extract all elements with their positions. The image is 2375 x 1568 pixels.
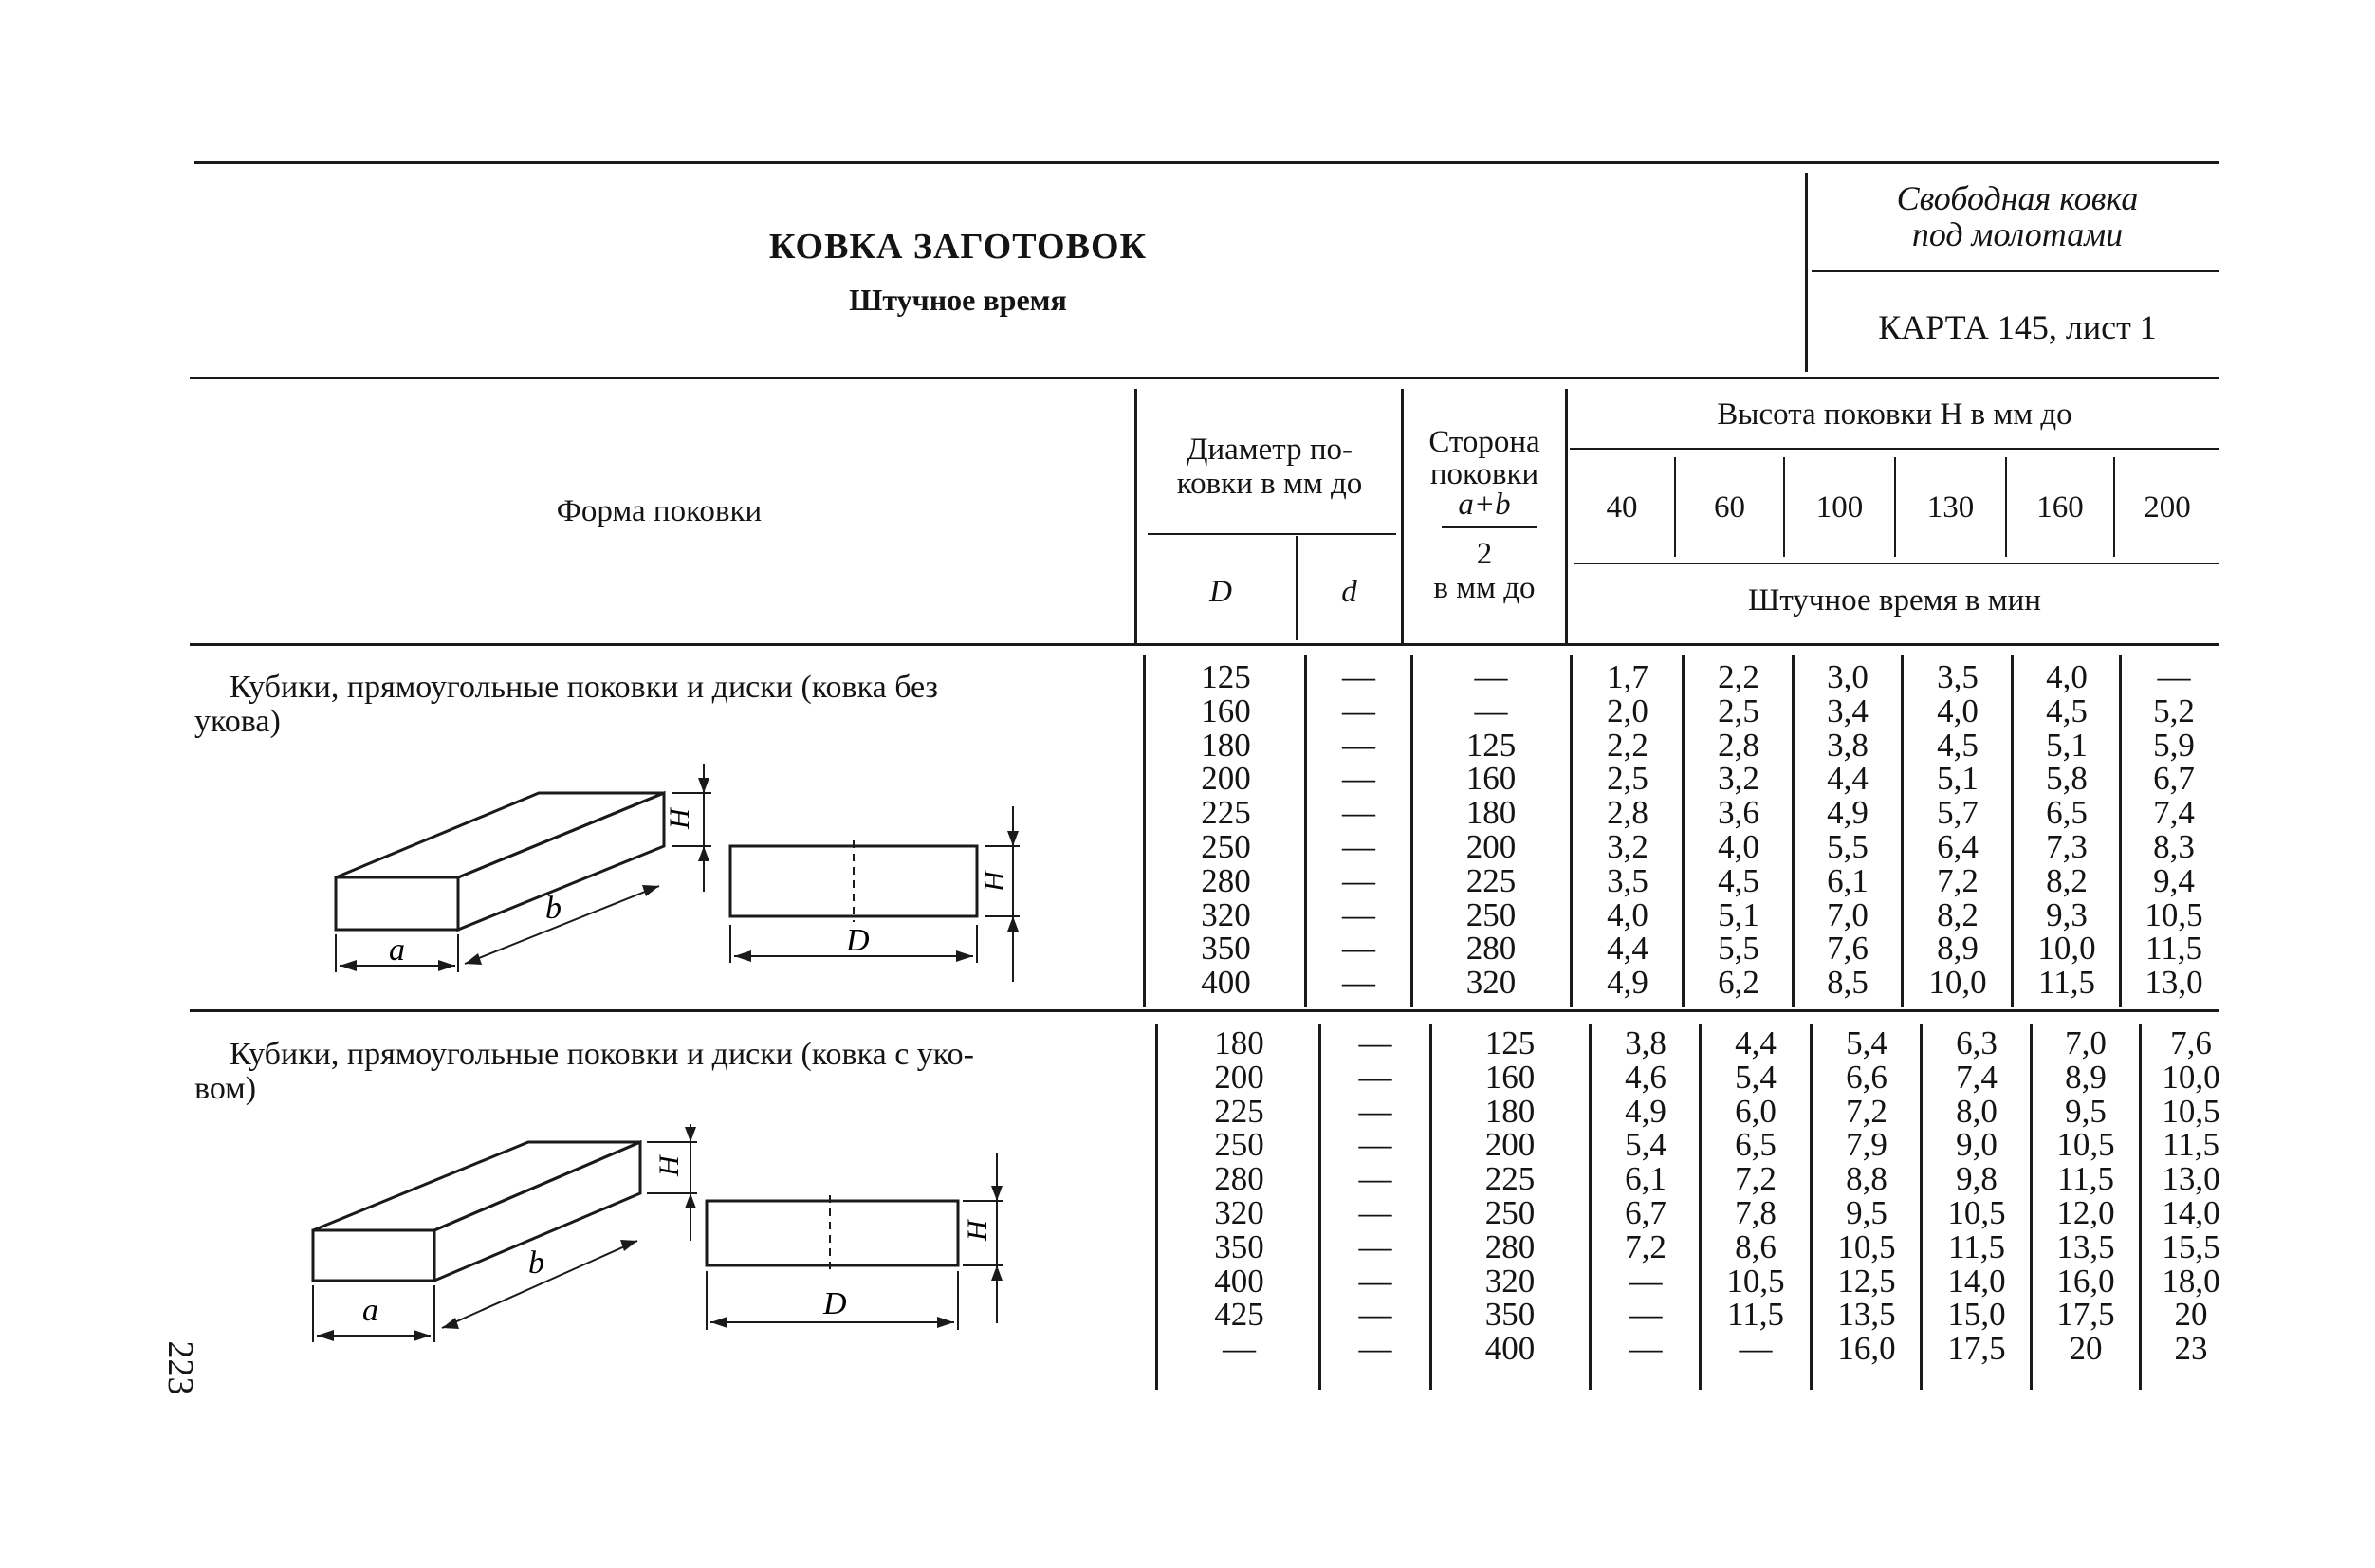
table-cell: 250 <box>1465 895 1517 933</box>
s2-col-h40 <box>1593 1026 1698 1366</box>
table-cell: 11,5 <box>2057 1160 2114 1198</box>
table-cell: — <box>1223 1330 1256 1368</box>
table-cell: 3,6 <box>1718 794 1759 832</box>
s1-col-h160 <box>2016 660 2118 1000</box>
table-cell: 3,8 <box>1827 726 1869 764</box>
s1-vline-4 <box>1570 655 1573 1007</box>
header-side-formula-num: a+b <box>1458 488 1511 522</box>
table-cell: 4,4 <box>1735 1024 1777 1061</box>
s2-vline-7 <box>1920 1024 1923 1390</box>
table-cell: 125 <box>1201 658 1251 695</box>
table-cell: 2,5 <box>1607 760 1648 798</box>
table-cell: 6,7 <box>1625 1193 1666 1231</box>
table-cell: 320 <box>1214 1193 1264 1231</box>
table-cell: 5,1 <box>1718 895 1759 933</box>
title-divider <box>1805 173 1808 372</box>
table-cell: 10,0 <box>2162 1058 2220 1096</box>
table-cell: 8,2 <box>1937 895 1979 933</box>
table-cell: 6,3 <box>1956 1024 1998 1061</box>
table-cell: — <box>1342 861 1375 899</box>
table-cell: 7,9 <box>1846 1126 1887 1164</box>
header-time: Штучное время в мин <box>1748 583 2041 618</box>
s1-vline-8 <box>2011 655 2014 1007</box>
table-cell: — <box>1474 658 1508 695</box>
table-cell: 250 <box>1201 827 1251 865</box>
table-cell: 5,5 <box>1718 930 1759 968</box>
table-cell: 7,4 <box>2153 794 2195 832</box>
table-cell: 4,0 <box>1718 827 1759 865</box>
time-subrule <box>1574 563 2219 564</box>
section1-diagram <box>322 749 1081 996</box>
height-subrule <box>1570 448 2219 450</box>
s2-vline-6 <box>1810 1024 1813 1390</box>
height-200: 200 <box>2144 490 2191 525</box>
table-cell: 7,6 <box>2170 1024 2212 1061</box>
s2-col-D <box>1160 1026 1318 1366</box>
table-cell: 4,0 <box>1937 692 1979 729</box>
table-cell: 350 <box>1201 930 1251 968</box>
title-bottom-rule <box>190 377 2219 379</box>
table-cell: 6,7 <box>2153 760 2195 798</box>
table-cell: 4,9 <box>1827 794 1869 832</box>
table-cell: 6,4 <box>1937 827 1979 865</box>
header-side-formula-den: 2 <box>1476 537 1493 571</box>
table-cell: 250 <box>1214 1126 1264 1164</box>
table-cell: 12,0 <box>2056 1193 2115 1231</box>
table-cell: — <box>1342 827 1375 865</box>
section2-description-line2: вом) <box>194 1071 257 1106</box>
table-cell: 160 <box>1465 760 1517 798</box>
table-cell: 9,5 <box>1846 1193 1887 1231</box>
table-cell: 320 <box>1465 964 1517 1002</box>
table-cell: 350 <box>1484 1296 1536 1334</box>
table-cell: — <box>1358 1160 1392 1198</box>
table-cell: 4,9 <box>1625 1092 1666 1130</box>
s1-col-d <box>1309 660 1408 1000</box>
page-number: 223 <box>160 1340 200 1395</box>
table-cell: 8,0 <box>1956 1092 1998 1130</box>
table-cell: 2,5 <box>1718 692 1759 729</box>
table-cell: 12,5 <box>1837 1262 1896 1300</box>
table-cell: 9,8 <box>1956 1160 1998 1198</box>
table-cell: 200 <box>1465 827 1517 865</box>
table-cell: 2,8 <box>1607 794 1648 832</box>
table-cell: 17,5 <box>1947 1330 2006 1368</box>
s2-col-h60 <box>1703 1026 1808 1366</box>
table-cell: 17,5 <box>2056 1296 2115 1334</box>
s1-col-h60 <box>1686 660 1791 1000</box>
table-cell: 6,0 <box>1735 1092 1777 1130</box>
category-rule <box>1812 270 2219 272</box>
table-cell: 8,6 <box>1735 1227 1777 1265</box>
table-cell: — <box>1358 1092 1392 1130</box>
table-cell: 125 <box>1484 1024 1536 1061</box>
table-cell: — <box>1739 1330 1773 1368</box>
table-cell: 4,4 <box>1827 760 1869 798</box>
s1-col-side <box>1415 660 1567 1000</box>
hdr-vline-D-d <box>1296 536 1298 640</box>
table-cell: — <box>1358 1262 1392 1300</box>
header-D: D <box>1209 575 1232 609</box>
s1-vline-6 <box>1792 655 1795 1007</box>
hdr-vline-1 <box>1134 389 1137 643</box>
s1-col-h100 <box>1796 660 1899 1000</box>
s2-vline-1 <box>1155 1024 1158 1390</box>
table-cell: 5,8 <box>2046 760 2088 798</box>
section1-description-line1: Кубики, прямоугольные поковки и диски (ковка без <box>230 670 938 705</box>
table-cell: 7,2 <box>1625 1227 1666 1265</box>
label-H-box: H <box>654 1155 685 1176</box>
s1-vline-2 <box>1304 655 1307 1007</box>
table-cell: 11,5 <box>2163 1126 2219 1164</box>
box-front-face <box>336 877 458 930</box>
table-cell: 8,3 <box>2153 827 2195 865</box>
label-b: b <box>545 891 562 926</box>
category-line2: под молотами <box>1911 215 2124 253</box>
page-title: КОВКА ЗАГОТОВОК <box>768 227 1148 267</box>
table-cell: 400 <box>1201 964 1251 1002</box>
s2-vline-2 <box>1318 1024 1321 1390</box>
table-cell: 13,5 <box>2056 1227 2115 1265</box>
table-cell: 10,0 <box>2037 930 2096 968</box>
height-130: 130 <box>1926 490 1975 525</box>
table-cell: — <box>1342 726 1375 764</box>
table-cell: 4,5 <box>1718 861 1759 899</box>
table-cell: — <box>1342 895 1375 933</box>
table-cell: 20 <box>2174 1296 2208 1334</box>
page-subtitle: Штучное время <box>849 283 1067 317</box>
table-cell: 7,2 <box>1735 1160 1777 1198</box>
table-cell: 2,2 <box>1718 658 1759 695</box>
s1-vline-9 <box>2119 655 2122 1007</box>
table-cell: 10,5 <box>1726 1262 1785 1300</box>
s1-vline-3 <box>1410 655 1413 1007</box>
table-cell: 4,0 <box>1607 895 1648 933</box>
table-cell: — <box>1629 1330 1663 1368</box>
table-cell: — <box>1358 1227 1392 1265</box>
table-cell: 5,4 <box>1846 1024 1887 1061</box>
table-cell: 425 <box>1214 1296 1264 1334</box>
s2-vline-9 <box>2139 1024 2142 1390</box>
header-side-line2: поковки <box>1429 457 1539 491</box>
table-cell: 7,2 <box>1846 1092 1887 1130</box>
label-a: a <box>362 1293 378 1328</box>
table-cell: 6,1 <box>1625 1160 1666 1198</box>
table-cell: — <box>1342 964 1375 1002</box>
table-cell: — <box>1342 930 1375 968</box>
table-cell: 8,2 <box>2046 861 2088 899</box>
table-cell: 9,3 <box>2046 895 2088 933</box>
header-diameter-line1: Диаметр по- <box>1186 433 1353 467</box>
table-cell: 2,2 <box>1607 726 1648 764</box>
height-100: 100 <box>1815 490 1864 525</box>
table-cell: 9,5 <box>2065 1092 2107 1130</box>
header-side-line1: Сторона <box>1428 425 1540 459</box>
table-cell: 160 <box>1201 692 1251 729</box>
table-cell: 125 <box>1465 726 1517 764</box>
table-cell: 6,5 <box>1735 1126 1777 1164</box>
table-cell: — <box>1342 794 1375 832</box>
table-cell: 7,0 <box>2065 1024 2107 1061</box>
section-divider <box>190 1009 2219 1012</box>
table-cell: 10,0 <box>1928 964 1987 1002</box>
table-cell: 3,5 <box>1607 861 1648 899</box>
table-cell: 5,1 <box>2046 726 2088 764</box>
table-cell: 6,5 <box>2046 794 2088 832</box>
s1-col-h130 <box>1906 660 2010 1000</box>
table-cell: 200 <box>1201 760 1251 798</box>
label-a: a <box>389 932 405 968</box>
s2-col-h100 <box>1814 1026 1919 1366</box>
table-cell: 14,0 <box>2162 1193 2220 1231</box>
table-cell: 8,8 <box>1846 1160 1887 1198</box>
s1-vline-7 <box>1901 655 1904 1007</box>
table-cell: — <box>1358 1330 1392 1368</box>
table-cell: 16,0 <box>2056 1262 2115 1300</box>
table-cell: 280 <box>1484 1227 1536 1265</box>
table-cell: 6,1 <box>1827 861 1869 899</box>
table-cell: 180 <box>1484 1092 1536 1130</box>
table-cell: 10,5 <box>1837 1227 1896 1265</box>
table-cell: 280 <box>1465 930 1517 968</box>
table-cell: 11,5 <box>2038 964 2095 1002</box>
table-cell: 13,0 <box>2162 1160 2220 1198</box>
label-H-disc: H <box>979 871 1010 892</box>
table-cell: 250 <box>1484 1193 1536 1231</box>
table-cell: 225 <box>1214 1092 1264 1130</box>
table-cell: 8,9 <box>1937 930 1979 968</box>
label-b: b <box>528 1245 544 1281</box>
s2-vline-4 <box>1589 1024 1592 1390</box>
table-cell: 15,0 <box>1947 1296 2006 1334</box>
table-cell: 9,0 <box>1956 1126 1998 1164</box>
table-cell: 18,0 <box>2162 1262 2220 1300</box>
table-cell: — <box>1358 1296 1392 1334</box>
table-cell: 200 <box>1214 1058 1264 1096</box>
header-form: Форма поковки <box>556 494 763 528</box>
table-cell: 10,5 <box>2162 1092 2220 1130</box>
table-cell: 13,5 <box>1837 1296 1896 1334</box>
s2-col-h160 <box>2034 1026 2137 1366</box>
table-cell: 4,4 <box>1607 930 1648 968</box>
table-cell: — <box>1474 692 1508 729</box>
table-cell: 23 <box>2174 1330 2208 1368</box>
table-cell: 7,6 <box>1827 930 1869 968</box>
table-cell: — <box>1629 1262 1663 1300</box>
s2-col-d <box>1323 1026 1427 1366</box>
table-cell: 4,5 <box>2046 692 2088 729</box>
table-cell: 200 <box>1484 1126 1536 1164</box>
table-cell: 320 <box>1484 1262 1536 1300</box>
s2-vline-5 <box>1699 1024 1702 1390</box>
table-cell: 5,5 <box>1827 827 1869 865</box>
s2-col-h130 <box>1924 1026 2029 1366</box>
header-height: Высота поковки H в мм до <box>1717 397 2072 432</box>
table-cell: 180 <box>1465 794 1517 832</box>
table-cell: 7,0 <box>1827 895 1869 933</box>
s2-vline-8 <box>2030 1024 2033 1390</box>
table-cell: 225 <box>1201 794 1251 832</box>
section1-description-line2: укова) <box>194 704 281 739</box>
table-cell: — <box>1342 692 1375 729</box>
s2-col-side <box>1434 1026 1586 1366</box>
label-D: D <box>846 923 870 958</box>
table-cell: 4,5 <box>1937 726 1979 764</box>
table-cell: 10,5 <box>2145 895 2203 933</box>
section2-description-line1: Кубики, прямоугольные поковки и диски (ковка с уко- <box>230 1037 974 1072</box>
label-H-box: H <box>664 808 695 829</box>
table-cell: 3,2 <box>1607 827 1648 865</box>
table-cell: 5,4 <box>1625 1126 1666 1164</box>
table-cell: 280 <box>1214 1160 1264 1198</box>
header-d: d <box>1341 575 1357 609</box>
table-cell: — <box>1342 760 1375 798</box>
table-cell: 10,5 <box>1947 1193 2006 1231</box>
category-line1: Свободная ковка <box>1896 179 2139 217</box>
table-cell: 400 <box>1214 1262 1264 1300</box>
table-cell: 11,5 <box>2145 930 2202 968</box>
table-cell: 15,5 <box>2162 1227 2220 1265</box>
table-cell: 13,0 <box>2145 964 2203 1002</box>
disc-outline <box>707 1201 958 1265</box>
table-cell: — <box>1629 1296 1663 1334</box>
table-cell: 7,3 <box>2046 827 2088 865</box>
table-cell: 5,1 <box>1937 760 1979 798</box>
table-cell: 225 <box>1484 1160 1536 1198</box>
table-cell: 280 <box>1201 861 1251 899</box>
table-cell: 350 <box>1214 1227 1264 1265</box>
table-cell: 10,5 <box>2056 1126 2115 1164</box>
s1-col-h200 <box>2124 660 2224 1000</box>
table-cell: 7,8 <box>1735 1193 1777 1231</box>
table-cell: 180 <box>1214 1024 1264 1061</box>
table-cell: 20 <box>2069 1330 2103 1368</box>
table-cell: — <box>1342 658 1375 695</box>
table-cell: 8,5 <box>1827 964 1869 1002</box>
table-cell: 6,6 <box>1846 1058 1887 1096</box>
section2-diagram <box>294 1119 1053 1356</box>
table-cell: — <box>2157 658 2191 695</box>
table-cell: 9,4 <box>2153 861 2195 899</box>
table-cell: 3,4 <box>1827 692 1869 729</box>
formula-bar <box>1442 526 1537 528</box>
table-cell: 6,2 <box>1718 964 1759 1002</box>
table-cell: 160 <box>1484 1058 1536 1096</box>
s1-col-h40 <box>1574 660 1681 1000</box>
height-60: 60 <box>1714 490 1745 525</box>
table-cell: 2,8 <box>1718 726 1759 764</box>
table-cell: — <box>1358 1058 1392 1096</box>
table-cell: 3,5 <box>1937 658 1979 695</box>
table-cell: 1,7 <box>1607 658 1648 695</box>
s1-col-D <box>1148 660 1304 1000</box>
table-cell: 4,0 <box>2046 658 2088 695</box>
table-cell: 8,9 <box>2065 1058 2107 1096</box>
table-cell: — <box>1358 1024 1392 1061</box>
top-rule <box>194 161 2219 164</box>
diameter-subrule <box>1148 533 1396 535</box>
s1-vline-5 <box>1682 655 1685 1007</box>
table-cell: 3,8 <box>1625 1024 1666 1061</box>
table-cell: 7,2 <box>1937 861 1979 899</box>
table-cell: 4,9 <box>1607 964 1648 1002</box>
header-diameter-line2: ковки в мм до <box>1176 467 1363 501</box>
box-front-face <box>313 1230 434 1281</box>
box-top-face <box>313 1142 640 1230</box>
header-side-unit: в мм до <box>1433 571 1536 605</box>
table-cell: 2,0 <box>1607 692 1648 729</box>
table-cell: 4,6 <box>1625 1058 1666 1096</box>
table-cell: 11,5 <box>1727 1296 1784 1334</box>
height-160: 160 <box>2036 490 2084 525</box>
table-cell: 225 <box>1465 861 1517 899</box>
header-bottom-rule <box>190 643 2219 646</box>
card-number: КАРТА 145, лист 1 <box>1878 308 2157 346</box>
table-cell: 180 <box>1201 726 1251 764</box>
label-H-disc: H <box>962 1220 993 1241</box>
table-cell: 3,0 <box>1827 658 1869 695</box>
label-D: D <box>823 1286 847 1321</box>
table-cell: 5,4 <box>1735 1058 1777 1096</box>
table-cell: — <box>1358 1126 1392 1164</box>
table-cell: 16,0 <box>1837 1330 1896 1368</box>
table-cell: 3,2 <box>1718 760 1759 798</box>
table-cell: — <box>1358 1193 1392 1231</box>
table-cell: 5,7 <box>1937 794 1979 832</box>
table-cell: 320 <box>1201 895 1251 933</box>
table-cell: 400 <box>1484 1330 1536 1368</box>
table-cell: 5,2 <box>2153 692 2195 729</box>
s2-vline-3 <box>1429 1024 1432 1390</box>
table-cell: 7,4 <box>1956 1058 1998 1096</box>
table-cell: 5,9 <box>2153 726 2195 764</box>
table-cell: 11,5 <box>1948 1227 2005 1265</box>
height-40: 40 <box>1606 490 1638 525</box>
table-cell: 14,0 <box>1947 1262 2006 1300</box>
hdr-vline-3 <box>1565 389 1568 643</box>
s1-vline-1 <box>1143 655 1146 1007</box>
s2-col-h200 <box>2144 1026 2238 1366</box>
